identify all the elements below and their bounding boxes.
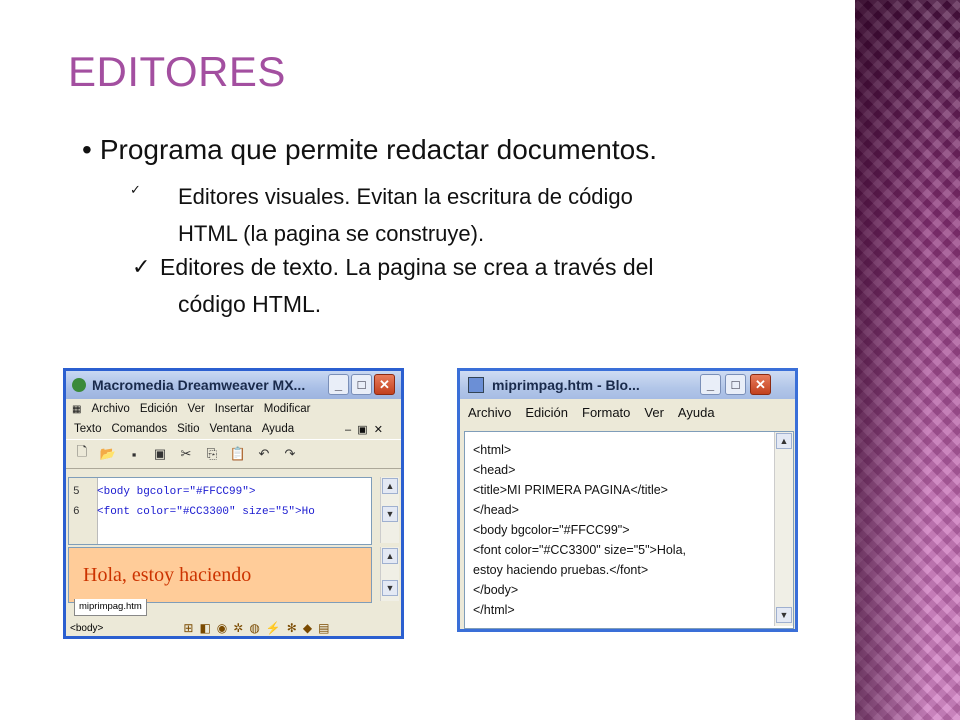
menu-edicion[interactable]: Edición (139, 403, 178, 415)
text-line: <font color="#CC3300" size="5">Hola, (473, 543, 687, 557)
scroll-down-icon[interactable]: ▼ (776, 607, 792, 623)
bullet-main (82, 134, 657, 166)
maximize-button[interactable]: □ (351, 374, 372, 395)
notepad-titlebar (460, 371, 795, 399)
menu-edicion[interactable]: Edición (525, 404, 568, 420)
doc-window-controls-icon[interactable]: – ▣ ✕ (345, 423, 383, 436)
menu-archivo[interactable]: Archivo (468, 404, 512, 420)
text-line: <body bgcolor="#FFCC99"> (473, 523, 630, 537)
layers-icon[interactable]: ▤ (318, 621, 330, 635)
text-line: <html> (473, 443, 512, 457)
dreamweaver-menubar-2 (66, 419, 401, 439)
design-preview-text: Hola, estoy haciendo (83, 564, 252, 586)
open-folder-icon[interactable]: 📂 (99, 446, 117, 461)
menu-modificar[interactable]: Modificar (263, 403, 311, 415)
slide-title: EDITORES (68, 48, 286, 95)
undo-icon[interactable]: ↶ (258, 446, 270, 461)
dreamweaver-titlebar (66, 371, 401, 399)
menu-icon: ▦ (72, 403, 82, 415)
copy-icon[interactable]: ⎘ (206, 446, 218, 461)
sub-bullet-text-line1: Editores de texto. La pagina se crea a través del (160, 254, 654, 280)
dreamweaver-toolbar (66, 439, 401, 469)
notepad-window (457, 368, 798, 632)
save-all-icon[interactable]: ▣ (153, 446, 167, 461)
document-tab[interactable]: miprimpag.htm (74, 599, 147, 616)
history-icon[interactable]: ◍ (249, 621, 260, 635)
tag-selector[interactable]: <body> (70, 622, 104, 634)
dreamweaver-title: Macromedia Dreamweaver MX... (92, 377, 306, 393)
check-icon: ✓ (130, 182, 141, 197)
redo-icon[interactable]: ↷ (284, 446, 296, 461)
code-inspector-icon[interactable]: ⚡ (265, 621, 281, 635)
scroll-up-icon[interactable]: ▲ (382, 548, 398, 564)
text-line: </body> (473, 583, 519, 597)
scroll-up-icon[interactable]: ▲ (776, 433, 792, 449)
design-scrollbar[interactable] (380, 547, 399, 601)
code-scrollbar[interactable] (380, 477, 399, 543)
styles-icon[interactable]: ◆ (302, 621, 313, 635)
text-line: <title>MI PRIMERA PAGINA</title> (473, 483, 668, 497)
paste-icon[interactable]: 📋 (229, 446, 247, 461)
site-map-icon[interactable]: ⊞ (183, 621, 194, 635)
assets-icon[interactable]: ◧ (199, 621, 211, 635)
close-button[interactable]: ✕ (750, 374, 771, 395)
text-line: </head> (473, 503, 519, 517)
decorative-side-band (855, 0, 960, 720)
maximize-button[interactable]: □ (725, 374, 746, 395)
launcher-icons (183, 621, 329, 635)
scroll-down-icon[interactable]: ▼ (382, 580, 398, 596)
menu-insertar[interactable]: Insertar (214, 403, 254, 415)
notepad-scrollbar[interactable] (774, 432, 793, 626)
notepad-menubar (460, 399, 795, 425)
close-button[interactable]: ✕ (374, 374, 395, 395)
dreamweaver-menubar-1 (66, 399, 401, 419)
scroll-up-icon[interactable]: ▲ (382, 478, 398, 494)
menu-archivo[interactable]: Archivo (91, 403, 130, 415)
menu-comandos[interactable]: Comandos (111, 423, 168, 435)
sub-bullet-visual-line1: Editores visuales. Evitan la escritura de código (178, 184, 633, 209)
sub-bullet-text-line2: código HTML. (178, 291, 322, 317)
dreamweaver-app-icon (72, 378, 86, 392)
behaviors-icon[interactable]: ✲ (233, 621, 244, 635)
notepad-title: miprimpag.htm - Blo... (492, 377, 640, 393)
scroll-down-icon[interactable]: ▼ (382, 506, 398, 522)
menu-ayuda[interactable]: Ayuda (677, 404, 715, 420)
settings-icon[interactable]: ✻ (286, 621, 297, 635)
code-line: 5 <body bgcolor="#FFCC99"> (73, 486, 256, 498)
menu-texto[interactable]: Texto (74, 423, 102, 435)
bullet-icon: • (82, 134, 92, 165)
notepad-text-area[interactable] (464, 431, 794, 629)
dreamweaver-statusbar (68, 619, 398, 637)
design-view[interactable] (68, 547, 372, 603)
menu-formato[interactable]: Formato (582, 404, 631, 420)
menu-ayuda[interactable]: Ayuda (261, 423, 295, 435)
code-line: 6 <font color="#CC3300" size="5">Ho (73, 506, 315, 518)
cut-icon[interactable]: ✂ (180, 446, 192, 461)
text-line: estoy haciendo pruebas.</font> (473, 563, 649, 577)
menu-sitio[interactable]: Sitio (177, 423, 200, 435)
minimize-button[interactable]: _ (700, 374, 721, 395)
text-line: <head> (473, 463, 516, 477)
dreamweaver-window (63, 368, 404, 639)
menu-ver[interactable]: Ver (644, 404, 664, 420)
menu-ver[interactable]: Ver (187, 403, 205, 415)
check-icon: ✓ (132, 254, 151, 279)
new-file-icon[interactable]: 🗋 (76, 444, 88, 459)
sub-bullet-visual-line2: HTML (la pagina se construye). (178, 221, 485, 246)
save-icon[interactable]: ▪ (131, 446, 137, 462)
menu-ventana[interactable]: Ventana (209, 423, 252, 435)
text-line: </html> (473, 603, 515, 617)
bullet-main-text: Programa que permite redactar documentos. (99, 134, 657, 165)
code-view[interactable] (68, 477, 372, 545)
notepad-app-icon (468, 377, 484, 393)
reference-icon[interactable]: ◉ (216, 621, 228, 635)
minimize-button[interactable]: _ (328, 374, 349, 395)
